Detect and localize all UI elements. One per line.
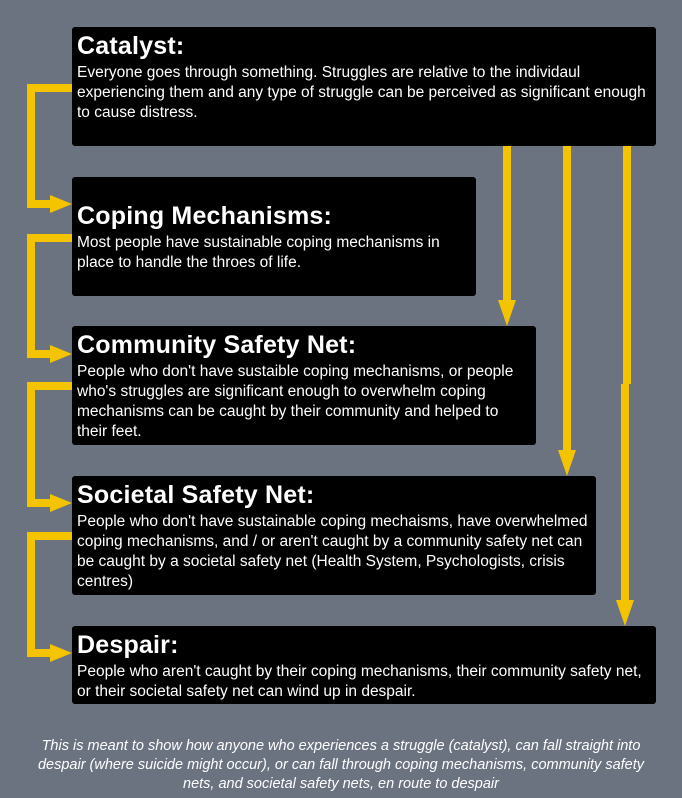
arrow-coping-to-community xyxy=(31,238,72,354)
catalyst-box xyxy=(72,27,656,146)
arrowhead-societal xyxy=(50,494,72,512)
arrowhead-coping xyxy=(50,195,72,213)
societal-safety-net-title: Societal Safety Net: xyxy=(77,481,315,509)
coping-mechanisms-title: Coping Mechanisms: xyxy=(77,202,333,230)
arrowhead-despair xyxy=(50,644,72,662)
community-safety-net-box xyxy=(72,326,536,445)
arrow-societal-to-despair xyxy=(31,536,72,653)
catalyst-title: Catalyst: xyxy=(77,32,185,60)
societal-safety-net-text: People who don't have sustainable coping mechaisms, have overwhelmed coping mechanisms, and / or aren't caught by a community safety net can be caught by a societal safety net (Health System, Psychologists, crisis centres) xyxy=(77,513,588,590)
arrowhead-community xyxy=(50,345,72,363)
coping-mechanisms-box xyxy=(72,177,476,296)
arrowhead-community-direct xyxy=(498,300,516,326)
despair-text: People who aren't caught by their coping mechanisms, their community safety net, or their societal safety net can wind up in despair. xyxy=(77,663,642,700)
arrow-catalyst-to-coping xyxy=(31,88,72,204)
despair-title: Despair: xyxy=(77,631,179,659)
community-safety-net-title: Community Safety Net: xyxy=(77,331,357,359)
arrow-catalyst-to-despair xyxy=(625,146,627,602)
societal-safety-net-box xyxy=(72,476,596,595)
arrowhead-despair-direct xyxy=(616,600,634,626)
despair-box xyxy=(72,626,656,704)
arrowhead-societal-direct xyxy=(558,450,576,476)
community-safety-net-text: People who don't have sustaible coping mechanisms, or people who's struggles are significant enough to overwhelm coping mechanisms can be caught by their community and helped to their feet. xyxy=(77,363,514,440)
catalyst-text: Everyone goes through something. Struggles are relative to the individaul experiencing them and any type of struggle can be perceived as significant enough to cause distress. xyxy=(77,64,646,121)
diagram-caption: This is meant to show how anyone who experiences a struggle (catalyst), can fall straight into despair (where suicide might occur), or can fall through coping mechanisms, community safety nets, and societal safety nets, en route to despair xyxy=(37,738,645,792)
arrow-community-to-societal xyxy=(31,386,72,503)
coping-mechanisms-text: Most people have sustainable coping mechanisms in place to handle the throes of life. xyxy=(77,234,440,271)
